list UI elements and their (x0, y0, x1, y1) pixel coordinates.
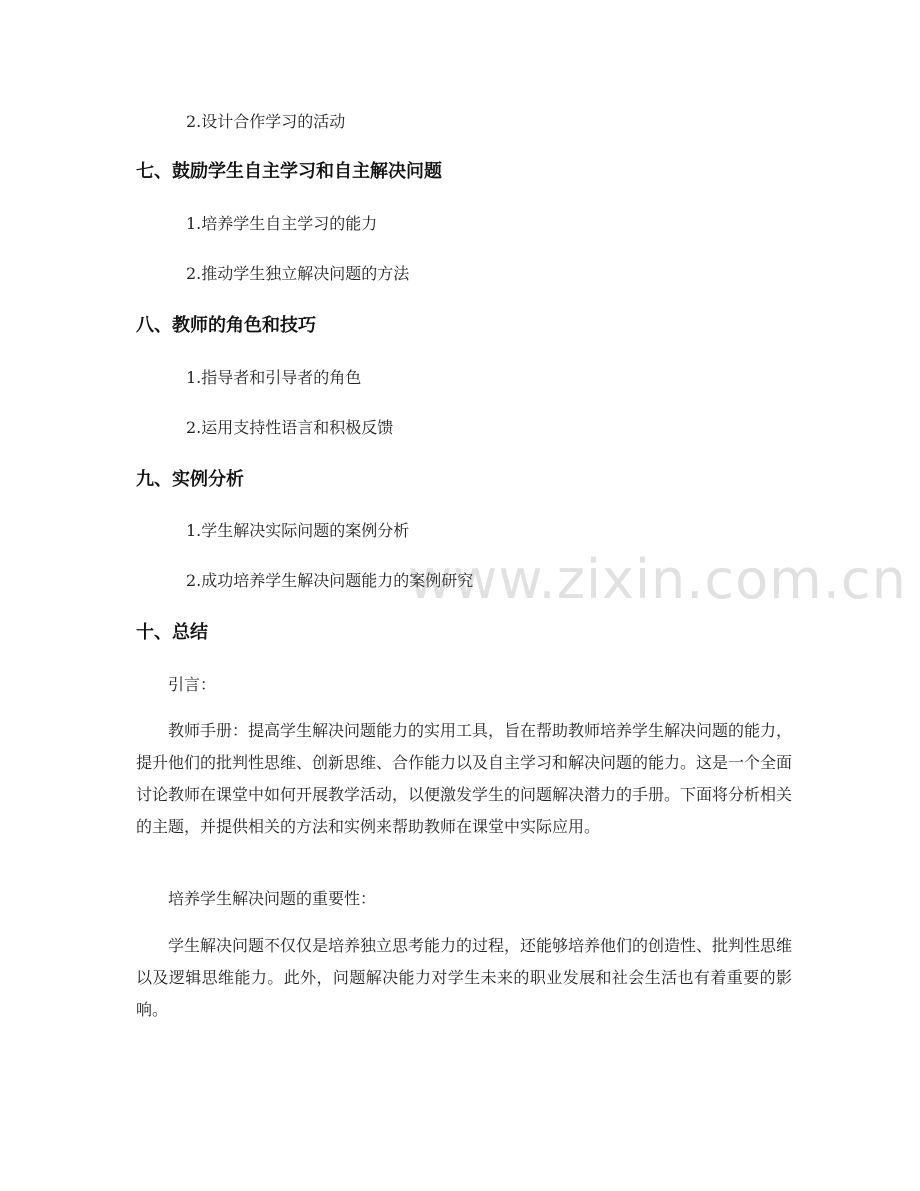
intro-label: 引言： (168, 675, 217, 694)
watermark: www.zixin.com.cn (408, 548, 907, 611)
outline-item-9-1: 1.学生解决实际问题的案例分析 (186, 521, 410, 540)
importance-label: 培养学生解决问题的重要性： (168, 889, 377, 908)
importance-paragraph: 学生解决问题不仅仅是培养独立思考能力的过程，还能够培养他们的创造性、批判性思维以及逻辑思维能力。此外，问题解决能力对学生未来的职业发展和社会生活也有着重要的影响。 (136, 936, 793, 1019)
section-heading-10: 十、总结 (136, 622, 208, 643)
outline-item-8-2: 2.运用支持性语言和积极反馈 (186, 418, 394, 437)
intro-paragraph: 教师手册：提高学生解决问题能力的实用工具，旨在帮助教师培养学生解决问题的能力，提升他们的批判性思维、创新思维、合作能力以及自主学习和解决问题的能力。这是一个全面讨论教师在课堂中如何开展教学活动，以便激发学生的问题解决潜力的手册。下面将分析相关的主题，并提供相关的方法和实例来帮助教师在课堂中实际应用。 (136, 721, 793, 836)
outline-item-7-2: 2.推动学生独立解决问题的方法 (186, 264, 410, 283)
section-heading-9: 九、实例分析 (136, 469, 244, 490)
outline-item-7-1: 1.培养学生自主学习的能力 (186, 214, 378, 233)
outline-item-8-1: 1.指导者和引导者的角色 (186, 368, 362, 387)
section-heading-7: 七、鼓励学生自主学习和自主解决问题 (136, 161, 442, 182)
outline-item-6-2: 2.设计合作学习的活动 (186, 112, 346, 131)
outline-item-9-2: 2.成功培养学生解决问题能力的案例研究 (186, 571, 474, 590)
section-heading-8: 八、教师的角色和技巧 (136, 315, 316, 336)
